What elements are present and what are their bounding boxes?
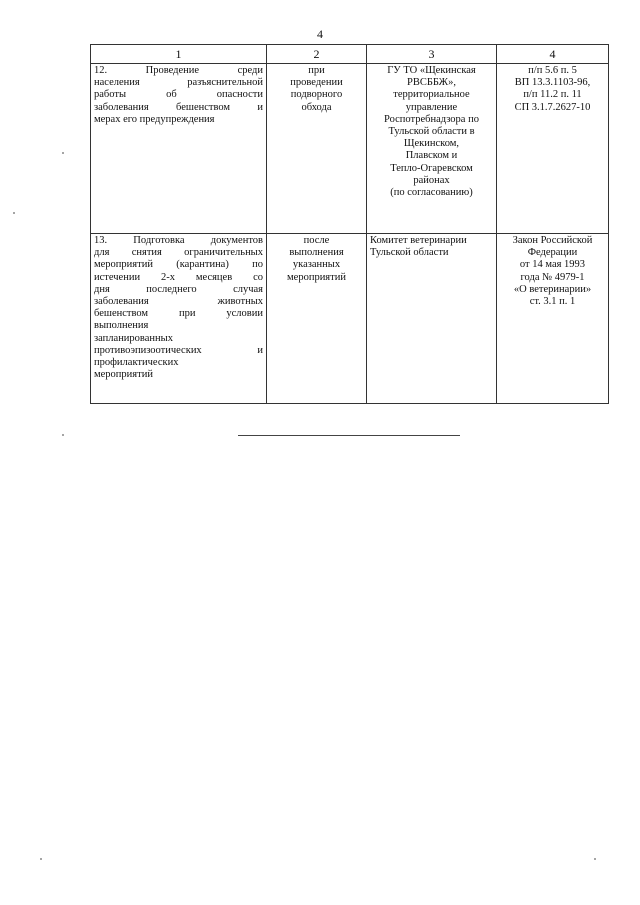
row-12-basis <box>497 64 609 234</box>
text-line: выполнения <box>289 247 344 259</box>
text-line: СП 3.1.7.2627-10 <box>514 101 591 113</box>
text-line: запланированных <box>94 332 173 344</box>
text-line: территориальное <box>393 89 470 101</box>
text-line: населения разъяснительной <box>94 77 263 89</box>
text-line: Тульской области в <box>388 126 475 138</box>
scan-speck <box>62 152 64 154</box>
text-line: п/п 5.6 п. 5 <box>528 65 577 76</box>
text-line: 12. Проведение среди <box>94 65 263 76</box>
header-col-2: 2 <box>267 45 367 64</box>
text-line: управление <box>405 101 458 113</box>
row-13-activity <box>91 234 267 404</box>
text-line: мерах его предупреждения <box>94 113 215 125</box>
text-line: проведении <box>290 77 343 89</box>
text-line: для снятия ограничительных <box>94 247 263 259</box>
table-row <box>91 234 609 404</box>
text-line: выполнения <box>94 320 149 332</box>
scan-speck <box>594 858 596 860</box>
header-col-3: 3 <box>367 45 497 64</box>
text-line: Федерации <box>527 247 578 259</box>
measures-table <box>90 44 609 404</box>
text-line: работы об опасности <box>94 89 263 101</box>
text-line: после <box>303 235 330 246</box>
text-line: года № 4979-1 <box>520 271 585 283</box>
row-12-timing <box>267 64 367 234</box>
header-col-4: 4 <box>497 45 609 64</box>
text-line: Закон Российской <box>512 235 593 246</box>
row-12-activity <box>91 64 267 234</box>
text-line: ст. 3.1 п. 1 <box>529 296 576 308</box>
text-line: противоэпизоотических и <box>94 344 263 356</box>
text-line: дня последнего случая <box>94 283 263 295</box>
page-number: 4 <box>317 27 323 41</box>
text-line: истечении 2-х месяцев со <box>94 271 263 283</box>
scan-speck <box>62 434 64 436</box>
text-line: Комитет ветеринарии <box>370 235 467 246</box>
text-line: мероприятий <box>94 369 153 381</box>
text-line: Роспотребнадзора по <box>384 113 479 125</box>
text-line: «О ветеринарии» <box>513 283 592 295</box>
text-line: ВП 13.3.1103-96, <box>514 77 591 89</box>
text-line: Щекинском, <box>403 138 460 150</box>
text-line: п/п 11.2 п. 11 <box>523 89 582 101</box>
scan-speck <box>13 212 15 214</box>
text-line: районах <box>413 174 450 186</box>
scan-speck <box>40 858 42 860</box>
text-line: мероприятий <box>287 271 346 283</box>
table-row <box>91 64 609 234</box>
text-line: Тепло-Огаревском <box>390 162 473 174</box>
text-line: 13. Подготовка документов <box>94 235 263 246</box>
text-line: заболевания бешенством и <box>94 101 263 113</box>
header-col-1: 1 <box>91 45 267 64</box>
text-line: обхода <box>301 101 332 113</box>
text-line: РВСББЖ», <box>407 77 456 89</box>
text-line: мероприятий (карантина) по <box>94 259 263 271</box>
table-header-row <box>91 45 609 64</box>
text-line: подворного <box>290 89 343 101</box>
text-line: от 14 мая 1993 <box>519 259 586 271</box>
text-line: указанных <box>292 259 341 271</box>
text-line: при <box>308 65 325 76</box>
row-13-basis <box>497 234 609 404</box>
text-line: Тульской области <box>370 247 449 259</box>
text-line: Плавском и <box>405 150 458 162</box>
text-line: (по согласованию) <box>390 187 473 199</box>
text-line: профилактических <box>94 357 179 369</box>
text-line: заболевания животных <box>94 296 263 308</box>
row-12-responsible <box>367 64 497 234</box>
row-13-timing <box>267 234 367 404</box>
row-13-responsible <box>367 234 497 404</box>
end-of-document-rule <box>238 435 460 436</box>
text-line: бешенством при условии <box>94 308 263 320</box>
text-line: ГУ ТО «Щекинская <box>387 65 476 76</box>
